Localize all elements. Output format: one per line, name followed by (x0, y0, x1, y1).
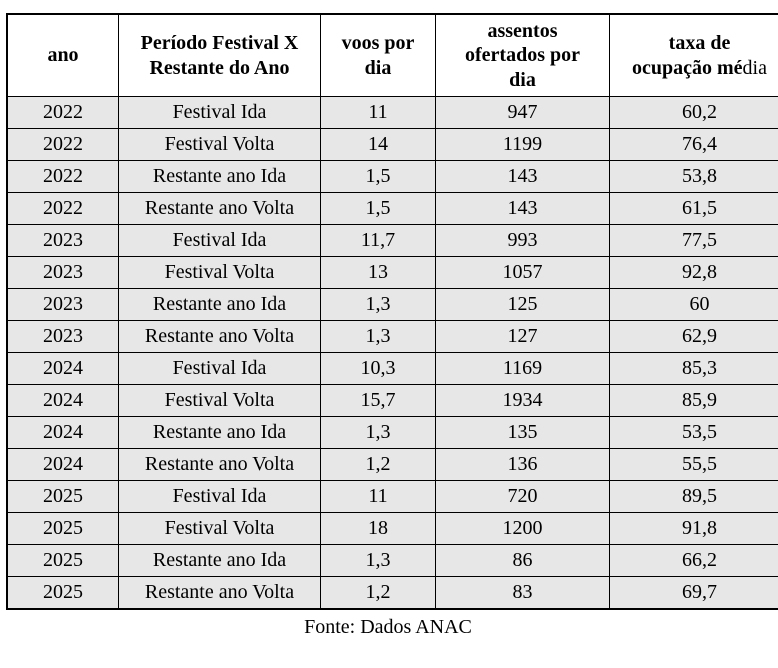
cell-periodo-festival: Restante ano Ida (119, 417, 321, 449)
cell-ano: 2024 (7, 449, 119, 481)
cell-periodo-festival: Festival Ida (119, 97, 321, 129)
cell-periodo-festival: Festival Ida (119, 481, 321, 513)
cell-periodo-festival: Festival Volta (119, 129, 321, 161)
cell-assentos-ofertados-por-dia: 1057 (436, 257, 610, 289)
table-row (7, 577, 778, 610)
cell-assentos-ofertados-por-dia: 720 (436, 481, 610, 513)
header-line: Período Festival X (140, 32, 299, 55)
cell-taxa-de-ocupacao-media: 76,4 (610, 129, 778, 161)
cell-voos-por-dia: 13 (321, 257, 436, 289)
header-line: ano (47, 44, 79, 67)
cell-ano: 2022 (7, 129, 119, 161)
column-header-ano (7, 14, 119, 97)
cell-ano: 2023 (7, 225, 119, 257)
cell-taxa-de-ocupacao-media: 55,5 (610, 449, 778, 481)
cell-voos-por-dia: 1,5 (321, 193, 436, 225)
cell-periodo-festival: Restante ano Volta (119, 449, 321, 481)
cell-assentos-ofertados-por-dia: 125 (436, 289, 610, 321)
table-row (7, 161, 778, 193)
cell-taxa-de-ocupacao-media: 92,8 (610, 257, 778, 289)
cell-ano: 2022 (7, 193, 119, 225)
cell-assentos-ofertados-por-dia: 1934 (436, 385, 610, 417)
column-header-assentos-ofertados-por-dia (436, 14, 610, 97)
table-row (7, 353, 778, 385)
cell-assentos-ofertados-por-dia: 135 (436, 417, 610, 449)
cell-taxa-de-ocupacao-media: 62,9 (610, 321, 778, 353)
cell-assentos-ofertados-por-dia: 83 (436, 577, 610, 610)
cell-voos-por-dia: 11 (321, 481, 436, 513)
cell-assentos-ofertados-por-dia: 136 (436, 449, 610, 481)
table-row (7, 481, 778, 513)
cell-periodo-festival: Restante ano Ida (119, 161, 321, 193)
table-row (7, 417, 778, 449)
column-header-taxa-de-ocupacao-media (610, 14, 778, 97)
header-line: voos por (341, 32, 415, 55)
cell-taxa-de-ocupacao-media: 53,5 (610, 417, 778, 449)
cell-voos-por-dia: 1,3 (321, 289, 436, 321)
cell-assentos-ofertados-por-dia: 127 (436, 321, 610, 353)
table-row (7, 129, 778, 161)
cell-ano: 2025 (7, 577, 119, 610)
cell-taxa-de-ocupacao-media: 77,5 (610, 225, 778, 257)
cell-periodo-festival: Festival Volta (119, 257, 321, 289)
cell-periodo-festival: Festival Ida (119, 225, 321, 257)
table-row (7, 385, 778, 417)
cell-periodo-festival: Festival Ida (119, 353, 321, 385)
cell-voos-por-dia: 14 (321, 129, 436, 161)
cell-taxa-de-ocupacao-media: 60,2 (610, 97, 778, 129)
data-table (6, 13, 778, 610)
cell-periodo-festival: Restante ano Ida (119, 545, 321, 577)
header-line: taxa de (668, 32, 731, 55)
column-header-periodo-festival (119, 14, 321, 97)
cell-voos-por-dia: 1,3 (321, 321, 436, 353)
cell-assentos-ofertados-por-dia: 1169 (436, 353, 610, 385)
cell-assentos-ofertados-por-dia: 993 (436, 225, 610, 257)
cell-periodo-festival: Restante ano Volta (119, 577, 321, 610)
table-row (7, 449, 778, 481)
cell-taxa-de-ocupacao-media: 53,8 (610, 161, 778, 193)
cell-ano: 2023 (7, 257, 119, 289)
table-header (7, 14, 778, 97)
cell-periodo-festival: Festival Volta (119, 513, 321, 545)
cell-taxa-de-ocupacao-media: 61,5 (610, 193, 778, 225)
cell-periodo-festival: Restante ano Ida (119, 289, 321, 321)
cell-taxa-de-ocupacao-media: 91,8 (610, 513, 778, 545)
table-row (7, 513, 778, 545)
table-row (7, 545, 778, 577)
cell-ano: 2023 (7, 289, 119, 321)
cell-voos-por-dia: 1,3 (321, 417, 436, 449)
cell-ano: 2024 (7, 417, 119, 449)
cell-voos-por-dia: 10,3 (321, 353, 436, 385)
header-line-regular-part: dia (742, 56, 767, 79)
cell-taxa-de-ocupacao-media: 66,2 (610, 545, 778, 577)
header-line: ofertados por (465, 44, 580, 67)
cell-ano: 2024 (7, 385, 119, 417)
cell-assentos-ofertados-por-dia: 143 (436, 193, 610, 225)
header-line: dia (509, 68, 536, 91)
cell-periodo-festival: Restante ano Volta (119, 321, 321, 353)
table-row (7, 257, 778, 289)
header-line: assentos (487, 19, 558, 42)
cell-assentos-ofertados-por-dia: 143 (436, 161, 610, 193)
cell-voos-por-dia: 1,2 (321, 449, 436, 481)
cell-assentos-ofertados-por-dia: 86 (436, 545, 610, 577)
cell-voos-por-dia: 1,5 (321, 161, 436, 193)
cell-ano: 2023 (7, 321, 119, 353)
cell-ano: 2022 (7, 161, 119, 193)
table-row (7, 193, 778, 225)
cell-periodo-festival: Restante ano Volta (119, 193, 321, 225)
table-row (7, 97, 778, 129)
header-line: Restante do Ano (149, 56, 290, 79)
header-line-bold-part: ocupação mé (632, 56, 743, 79)
cell-ano: 2025 (7, 545, 119, 577)
cell-taxa-de-ocupacao-media: 69,7 (610, 577, 778, 610)
cell-voos-por-dia: 1,3 (321, 545, 436, 577)
table-body (7, 97, 778, 610)
cell-voos-por-dia: 15,7 (321, 385, 436, 417)
cell-voos-por-dia: 11,7 (321, 225, 436, 257)
cell-voos-por-dia: 1,2 (321, 577, 436, 610)
cell-assentos-ofertados-por-dia: 1199 (436, 129, 610, 161)
header-row (7, 14, 778, 97)
cell-ano: 2024 (7, 353, 119, 385)
table-row (7, 321, 778, 353)
table-source-caption: Fonte: Dados ANAC (304, 616, 472, 638)
cell-taxa-de-ocupacao-media: 85,9 (610, 385, 778, 417)
cell-taxa-de-ocupacao-media: 85,3 (610, 353, 778, 385)
cell-voos-por-dia: 11 (321, 97, 436, 129)
header-line: dia (364, 56, 392, 79)
cell-assentos-ofertados-por-dia: 947 (436, 97, 610, 129)
table-row (7, 289, 778, 321)
cell-ano: 2025 (7, 513, 119, 545)
cell-assentos-ofertados-por-dia: 1200 (436, 513, 610, 545)
cell-ano: 2022 (7, 97, 119, 129)
cell-periodo-festival: Festival Volta (119, 385, 321, 417)
cell-voos-por-dia: 18 (321, 513, 436, 545)
cell-taxa-de-ocupacao-media: 60 (610, 289, 778, 321)
table-row (7, 225, 778, 257)
column-header-voos-por-dia (321, 14, 436, 97)
cell-taxa-de-ocupacao-media: 89,5 (610, 481, 778, 513)
cell-ano: 2025 (7, 481, 119, 513)
